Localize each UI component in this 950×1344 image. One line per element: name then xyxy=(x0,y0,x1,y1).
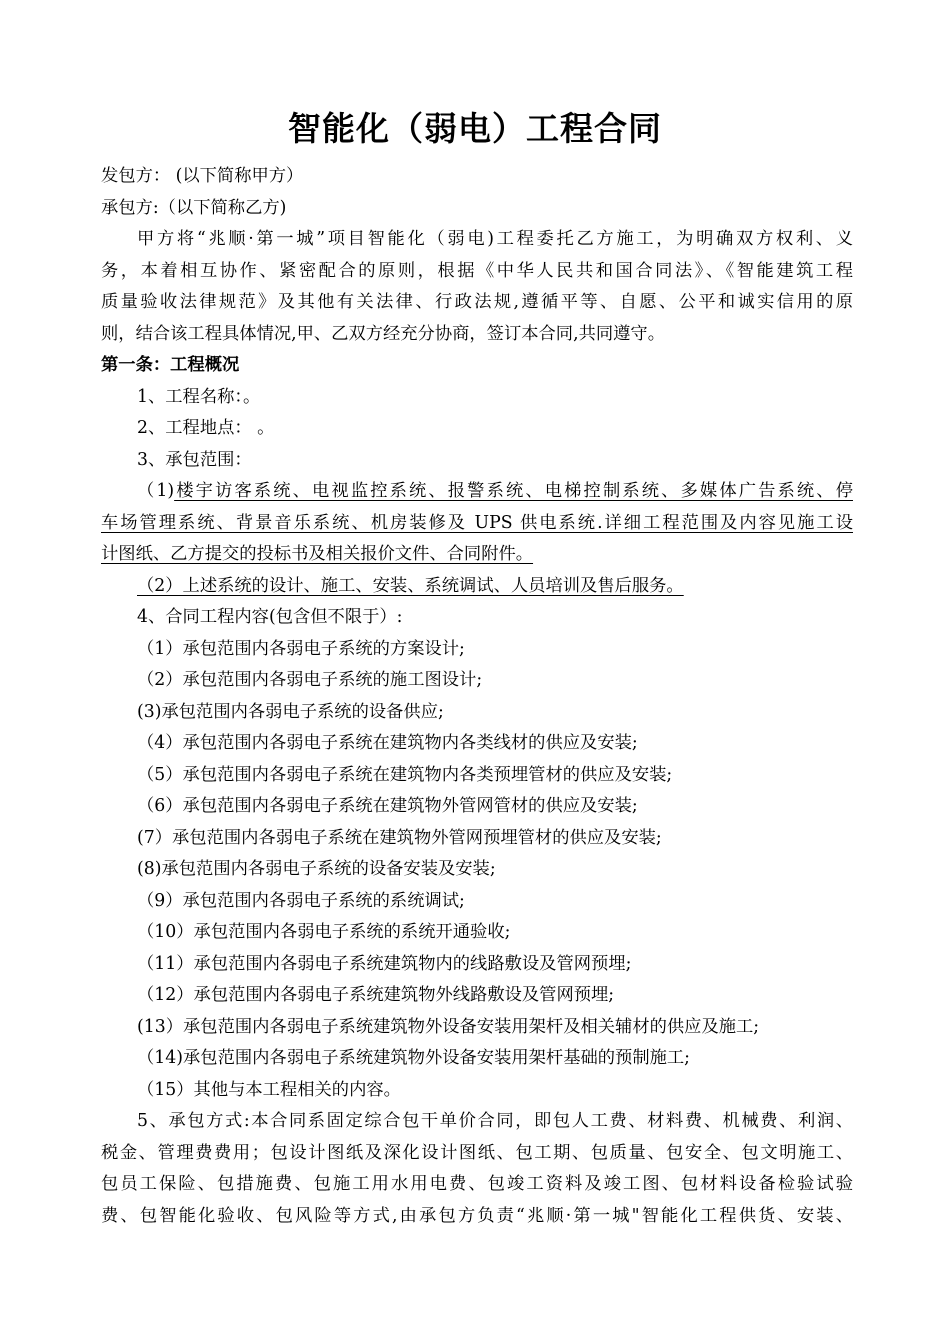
contract-method-line: 税金、管理费费用；包设计图纸及深化设计图纸、包工期、包质量、包安全、包文明施工、 xyxy=(101,1142,853,1163)
party-a-line: 发包方： (以下简称甲方） xyxy=(101,166,304,186)
scope-1-line xyxy=(101,539,853,571)
scope-heading-item: 3、承包范围： xyxy=(137,449,252,470)
content-list-item: (8)承包范围内各弱电子系统的设备安装及安装; xyxy=(137,859,496,879)
project-name-item: 1、工程名称：。 xyxy=(137,386,261,407)
document-title: 智能化（弱电）工程合同 xyxy=(288,109,662,148)
contract-method-line: 费、包智能化验收、包风险等方式,由承包方负责“兆顺·第一城"智能化工程供货、安装、 xyxy=(101,1205,853,1226)
content-list-item: （9）承包范围内各弱电子系统的系统调试; xyxy=(137,890,465,911)
scope-1-prefix: （1) xyxy=(137,481,175,501)
content-list-item: （12）承包范围内各弱电子系统建筑物外线路敷设及管网预埋; xyxy=(137,985,615,1005)
project-location-item: 2、工程地点： 。 xyxy=(137,418,275,438)
contract-method-line: 5、承包方式:本合同系固定综合包干单价合同，即包人工费、材料费、机械费、利润、 xyxy=(137,1111,853,1131)
intro-line: 质量验收法律规范》及其他有关法律、行政法规,遵循平等、自愿、公平和诚实信用的原 xyxy=(101,292,853,312)
intro-line: 务，本着相互协作、紧密配合的原则，根据《中华人民共和国合同法》、《智能建筑工程 xyxy=(101,260,853,281)
content-list-item: (3)承包范围内各弱电子系统的设备供应; xyxy=(137,701,444,722)
content-list-item: （2）承包范围内各弱电子系统的施工图设计; xyxy=(137,670,483,690)
scope-2-text: （2）上述系统的设计、施工、安装、系统调试、人员培训及售后服务。 xyxy=(137,575,684,596)
content-list-item: （10）承包范围内各弱电子系统的系统开通验收; xyxy=(137,922,511,942)
content-list-item: （11）承包范围内各弱电子系统建筑物内的线路敷设及管网预埋; xyxy=(137,953,632,974)
document-body xyxy=(101,161,853,1232)
content-list-item: （1）承包范围内各弱电子系统的方案设计; xyxy=(137,638,465,659)
scope-1-text: 车场管理系统、背景音乐系统、机房装修及 UPS 供电系统.详细工程范围及内容见施工设 xyxy=(101,512,853,533)
contract-method-line: 包员工保险、包措施费、包施工用水用电费、包竣工资料及竣工图、包材料设备检验试验 xyxy=(101,1174,853,1194)
content-list-item: (7）承包范围内各弱电子系统在建筑物外管网预埋管材的供应及安装; xyxy=(137,827,662,848)
intro-line: 则，结合该工程具体情况,甲、乙双方经充分协商，签订本合同,共同遵守。 xyxy=(101,323,665,344)
scope-1-line xyxy=(101,508,853,540)
intro-line: 甲方将“兆顺·第一城”项目智能化（弱电)工程委托乙方施工，为明确双方权利、义 xyxy=(137,229,853,249)
article-1-heading: 第一条：工程概况 xyxy=(101,355,240,375)
party-b-line: 承包方:（以下简称乙方) xyxy=(101,197,287,218)
content-list-item: (13）承包范围内各弱电子系统建筑物外设备安装用架杆及相关辅材的供应及施工; xyxy=(137,1016,760,1037)
content-list-item: （6）承包范围内各弱电子系统在建筑物外管网管材的供应及安装; xyxy=(137,796,638,816)
content-list-item: （4）承包范围内各弱电子系统在建筑物内各类线材的供应及安装; xyxy=(137,733,638,753)
scope-2-line xyxy=(101,571,853,603)
contract-content-heading: 4、合同工程内容(包含但不限于）: xyxy=(137,607,403,627)
scope-1-text: 计图纸、乙方提交的投标书及相关报价文件、合同附件。 xyxy=(101,544,534,564)
content-list-item: （15）其他与本工程相关的内容。 xyxy=(137,1079,401,1100)
scope-1-line xyxy=(101,476,853,508)
scope-1-text: 楼宇访客系统、电视监控系统、报警系统、电梯控制系统、多媒体广告系统、停 xyxy=(174,481,853,501)
content-list-item: （5）承包范围内各弱电子系统在建筑物内各类预埋管材的供应及安装; xyxy=(137,764,673,785)
content-list-item: （14)承包范围内各弱电子系统建筑物外设备安装用架杆基础的预制施工; xyxy=(137,1048,690,1068)
